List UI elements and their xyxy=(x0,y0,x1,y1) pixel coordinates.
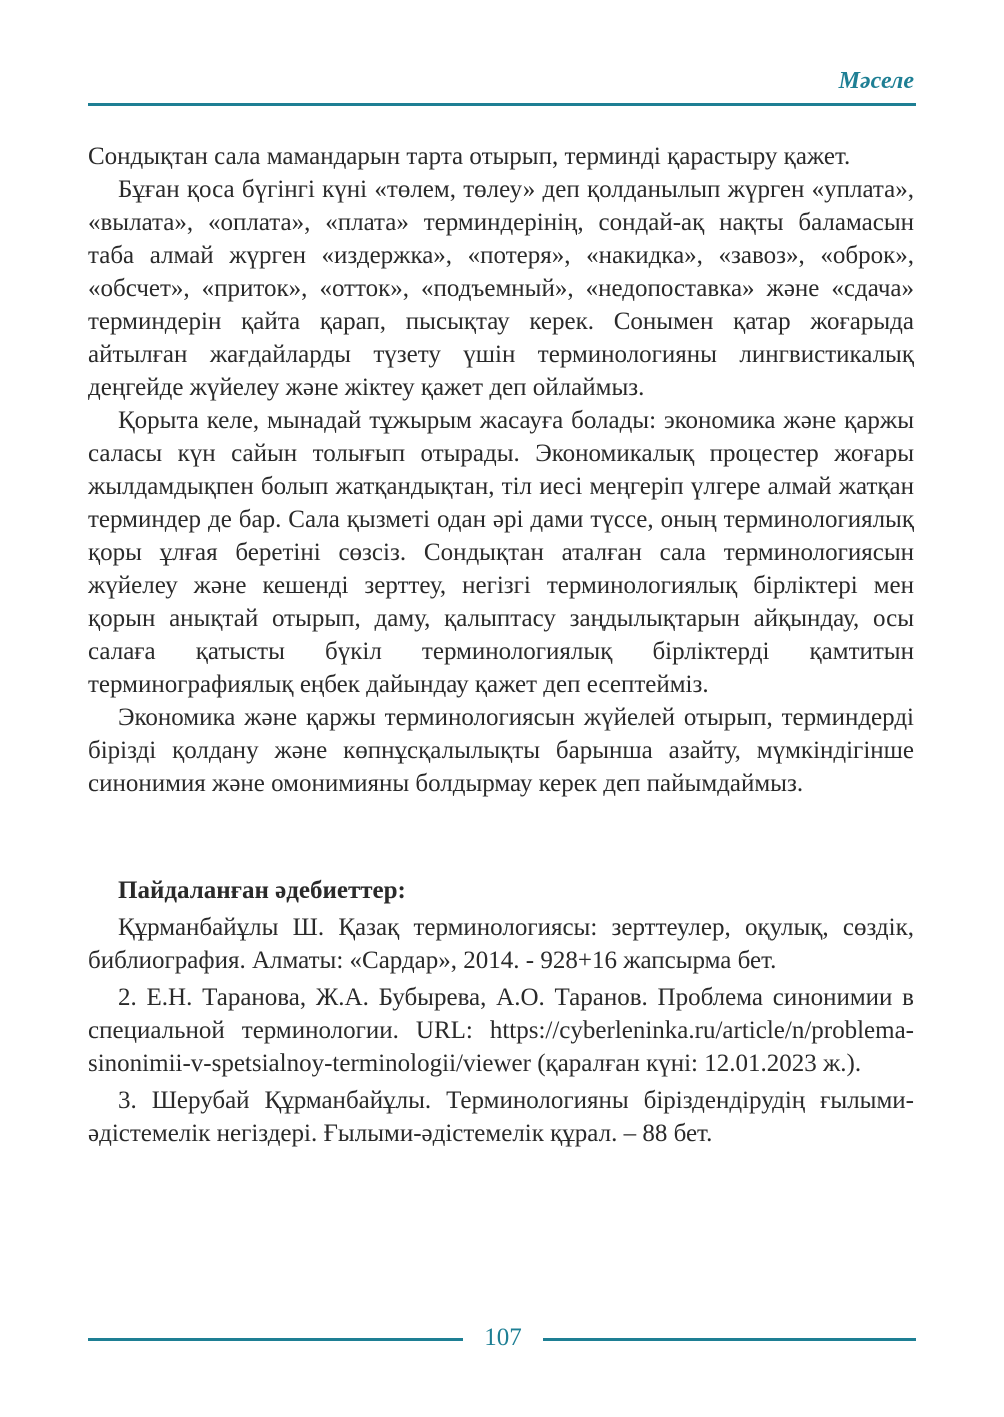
reference-item: 3. Шерубай Құрманбайұлы. Терминологияны біріздендірудің ғылыми-әдістемелік негіздері. Ғылыми-әдістемелік құрал. – 88 бет. xyxy=(88,1087,914,1147)
header-divider xyxy=(88,103,916,106)
references-heading: Пайдаланған әдебиеттер: xyxy=(118,877,406,904)
body-paragraph: Сондықтан сала мамандарын тарта отырып, терминді қарастыру қажет. xyxy=(88,143,851,170)
footer-divider-right xyxy=(543,1338,916,1341)
body-paragraph: Бұған қоса бүгінгі күні «төлем, төлеу» деп қолданылып жүрген «уплата», «вылата», «оплата», «плата» терминдерінің, сондай-ақ нақты баламасын таба алмай жүрген «издержка», «потеря», «накидка», «завоз», «оброк», «обсчет», «приток», «отток», «подъемный», «недопоставка» және «сдача» терминдерін қайта қарап, пысықтау керек. Сонымен қатар жоғарыда айтылған жағдайларды түзету үшін терминологияны лингвистикалық деңгейде жүйелеу және жіктеу қажет деп ойлаймыз. xyxy=(88,176,914,401)
body-paragraph: Қорыта келе, мынадай тұжырым жасауға болады: экономика және қаржы саласы күн сайын толығып отырады. Экономикалық процестер жоғары жылдамдықпен болып жатқандықтан, тіл иесі меңгеріп үлгере алмай жатқан терминдер де бар. Сала қызметі одан әрі дами түссе, оның терминологиялық қоры ұлғая беретіні сөзсіз. Сондықтан аталған сала терминологиясын жүйелеу және кешенді зерттеу, негізгі терминологиялық бірліктері мен қорын анықтай отырып, даму, қалыптасу заңдылықтарын айқындау, осы салаға қатысты бүкіл терминологиялық бірліктерді қамтитын терминографиялық еңбек дайындау қажет деп есептейміз. xyxy=(88,407,914,698)
page-number: 107 xyxy=(484,1324,522,1351)
footer-divider-left xyxy=(88,1338,463,1341)
body-paragraph: Экономика және қаржы терминологиясын жүйелей отырып, терминдерді бірізді қолдану және көпнұсқалылықты барынша азайту, мүмкіндігінше синонимия және омонимияны болдырмау керек деп пайымдаймыз. xyxy=(88,704,914,797)
reference-item: Құрманбайұлы Ш. Қазақ терминологиясы: зерттеулер, оқулық, сөздік, библиография. Алматы: «Сардар», 2014. - 928+16 жапсырма бет. xyxy=(88,914,914,974)
section-spacer xyxy=(88,800,914,874)
page-body xyxy=(88,140,914,1154)
reference-item: 2. Е.Н. Таранова, Ж.А. Бубырева, А.О. Таранов. Проблема синонимии в специальной терминологии. URL: https://cyberleninka.ru/article/n/problema-sinonimii-v-spetsialnoy-terminologii/viewer (қаралған күні: 12.01.2023 ж.). xyxy=(88,984,914,1077)
running-header-title: Мәселе xyxy=(838,68,914,94)
